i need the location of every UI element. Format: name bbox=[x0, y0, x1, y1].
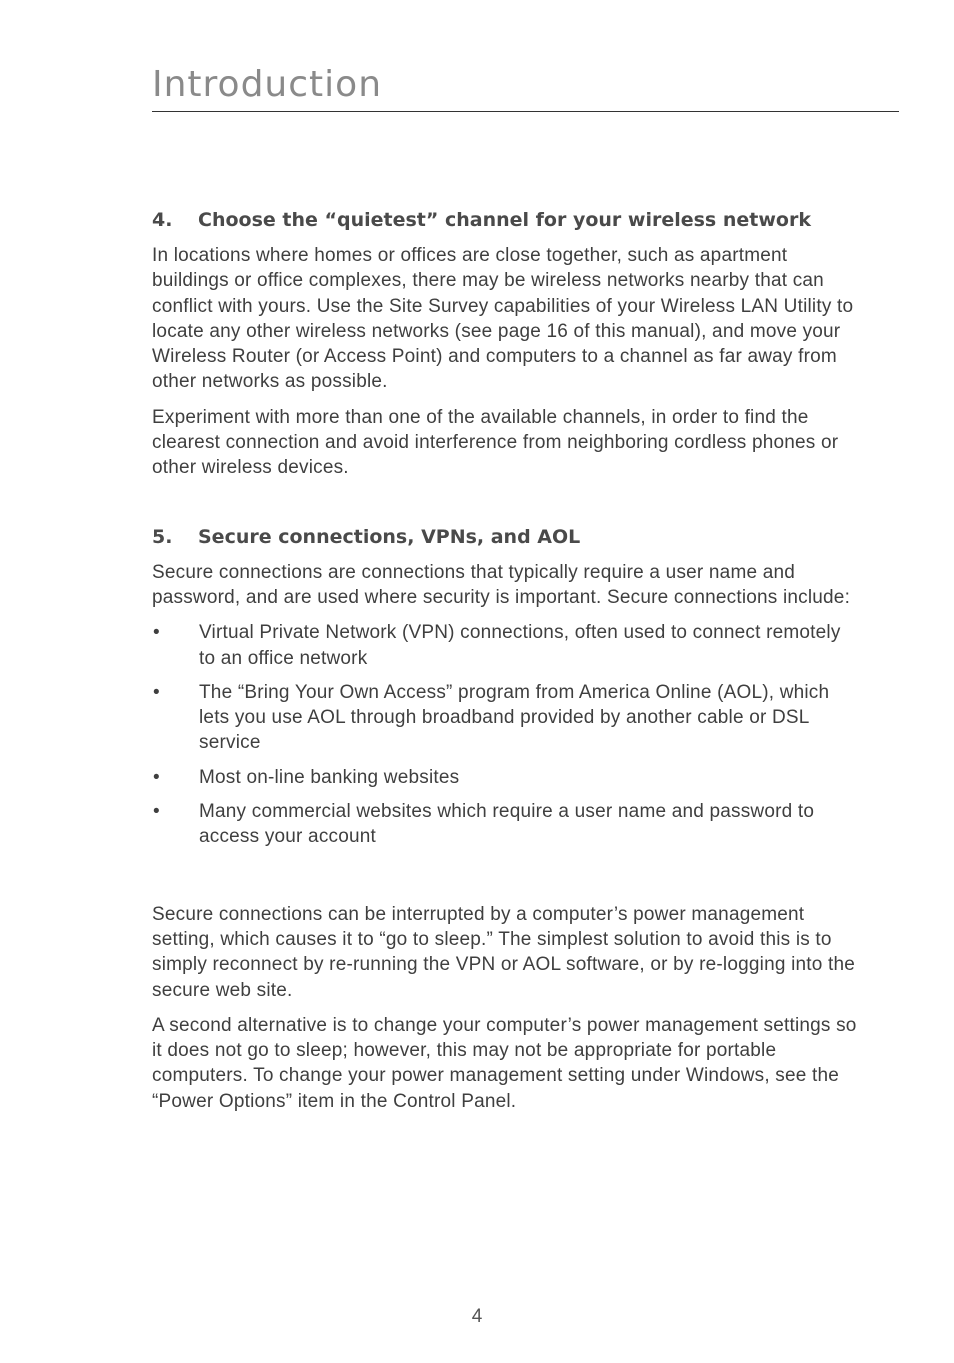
paragraph: Secure connections are connections that typically require a user name and password, and are used where security is important. Secure connections include: bbox=[152, 561, 851, 608]
list-item-text: The “Bring Your Own Access” program from America Online (AOL), which lets you use AOL through broadband provided by another cable or DSL service bbox=[199, 681, 830, 754]
list-item bbox=[152, 680, 862, 756]
section-number: 4. bbox=[152, 209, 173, 231]
page-number: 4 bbox=[471, 1306, 483, 1327]
section-heading bbox=[152, 206, 862, 234]
bullet-icon: • bbox=[153, 801, 160, 823]
list-item-text: Most on-line banking websites bbox=[199, 766, 460, 788]
list-item bbox=[152, 799, 862, 850]
closing-paragraphs bbox=[152, 902, 862, 1114]
bullet-list bbox=[152, 620, 862, 849]
header-divider bbox=[152, 111, 899, 112]
section-title: Choose the “quietest” channel for your wireless network bbox=[198, 209, 811, 231]
bullet-icon: • bbox=[153, 622, 160, 644]
page-content bbox=[152, 206, 862, 1124]
section-heading bbox=[152, 523, 862, 551]
list-item-text: Virtual Private Network (VPN) connections, often used to connect remotely to an office network bbox=[199, 622, 841, 669]
paragraph: A second alternative is to change your computer’s power management settings so it does not go to sleep; however, this may not be appropriate for portable computers. To change your power management setting under Windows, see the “Power Options” item in the Control Panel. bbox=[152, 1014, 857, 1112]
section-quietest-channel bbox=[152, 206, 862, 481]
paragraph: In locations where homes or offices are close together, such as apartment buildings or office complexes, there may be wireless networks nearby that can conflict with yours. Use the Site Survey capabilities of your Wireless LAN Utility to locate any other wireless networks (see page 16 of this manual), and move your Wireless Router (or Access Point) and computers to a channel as far away from other networks as possible. bbox=[152, 245, 854, 393]
paragraph: Secure connections can be interrupted by a computer’s power management setting, which causes it to “go to sleep.” The simplest solution to avoid this is to simply reconnect by re-running the VPN or AOL software, or by re-logging into the secure web site. bbox=[152, 903, 856, 1001]
section-number: 5. bbox=[152, 525, 173, 548]
list-item-text: Many commercial websites which require a user name and password to access your account bbox=[199, 801, 815, 848]
bullet-icon: • bbox=[153, 766, 160, 788]
page-header bbox=[152, 62, 899, 108]
paragraph: Experiment with more than one of the available channels, in order to find the clearest connection and avoid interference from neighboring cordless phones or other wireless devices. bbox=[152, 406, 839, 479]
page-title: Introduction bbox=[152, 64, 383, 105]
section-title: Secure connections, VPNs, and AOL bbox=[198, 525, 581, 548]
list-item bbox=[152, 765, 862, 790]
list-item bbox=[152, 620, 862, 671]
bullet-icon: • bbox=[153, 681, 160, 703]
section-secure-connections bbox=[152, 523, 862, 1114]
